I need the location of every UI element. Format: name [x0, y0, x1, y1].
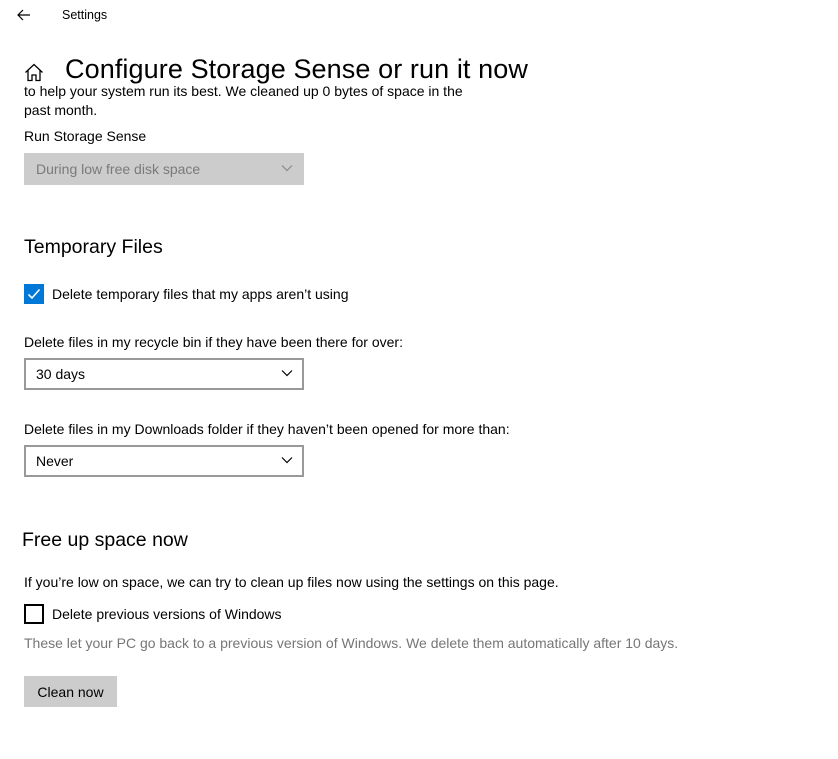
check-icon	[27, 287, 41, 301]
home-button[interactable]	[20, 58, 48, 86]
chevron-down-icon	[281, 369, 293, 377]
delete-temp-files-label[interactable]: Delete temporary files that my apps aren’t using	[52, 286, 349, 302]
delete-temp-files-checkbox[interactable]	[24, 284, 44, 304]
recycle-bin-label: Delete files in my recycle bin if they have been there for over:	[24, 334, 403, 350]
storage-sense-intro-partial: to help your system run its best. We cleaned up 0 bytes of space in the	[24, 83, 463, 99]
back-button[interactable]	[10, 4, 38, 26]
chevron-down-icon	[281, 164, 293, 172]
clean-now-button[interactable]: Clean now	[24, 676, 117, 707]
free-up-space-heading: Free up space now	[22, 529, 188, 551]
downloads-folder-label: Delete files in my Downloads folder if they haven’t been opened for more than:	[24, 421, 510, 437]
run-storage-sense-dropdown	[24, 153, 304, 185]
run-storage-sense-label: Run Storage Sense	[24, 128, 147, 144]
delete-previous-windows-label[interactable]: Delete previous versions of Windows	[52, 606, 282, 622]
app-title: Settings	[62, 8, 108, 22]
chevron-down-icon	[281, 456, 293, 464]
recycle-bin-value: 30 days	[36, 366, 86, 382]
delete-previous-windows-help: These let your PC go back to a previous version of Windows. We delete them automatically after 10 days.	[24, 635, 679, 651]
delete-previous-windows-checkbox[interactable]	[24, 604, 44, 624]
back-arrow-icon	[17, 9, 31, 21]
page-title: Configure Storage Sense or run it now	[65, 54, 528, 84]
storage-sense-intro-tail: past month.	[24, 102, 98, 118]
home-icon	[24, 63, 44, 82]
free-up-description: If you’re low on space, we can try to clean up files now using the settings on this page.	[24, 574, 559, 590]
run-storage-sense-value: During low free disk space	[36, 161, 201, 177]
recycle-bin-dropdown[interactable]	[24, 358, 304, 390]
downloads-folder-value: Never	[36, 453, 74, 469]
settings-content[interactable]	[0, 83, 838, 759]
downloads-folder-dropdown[interactable]	[24, 445, 304, 477]
temporary-files-heading: Temporary Files	[24, 236, 163, 258]
